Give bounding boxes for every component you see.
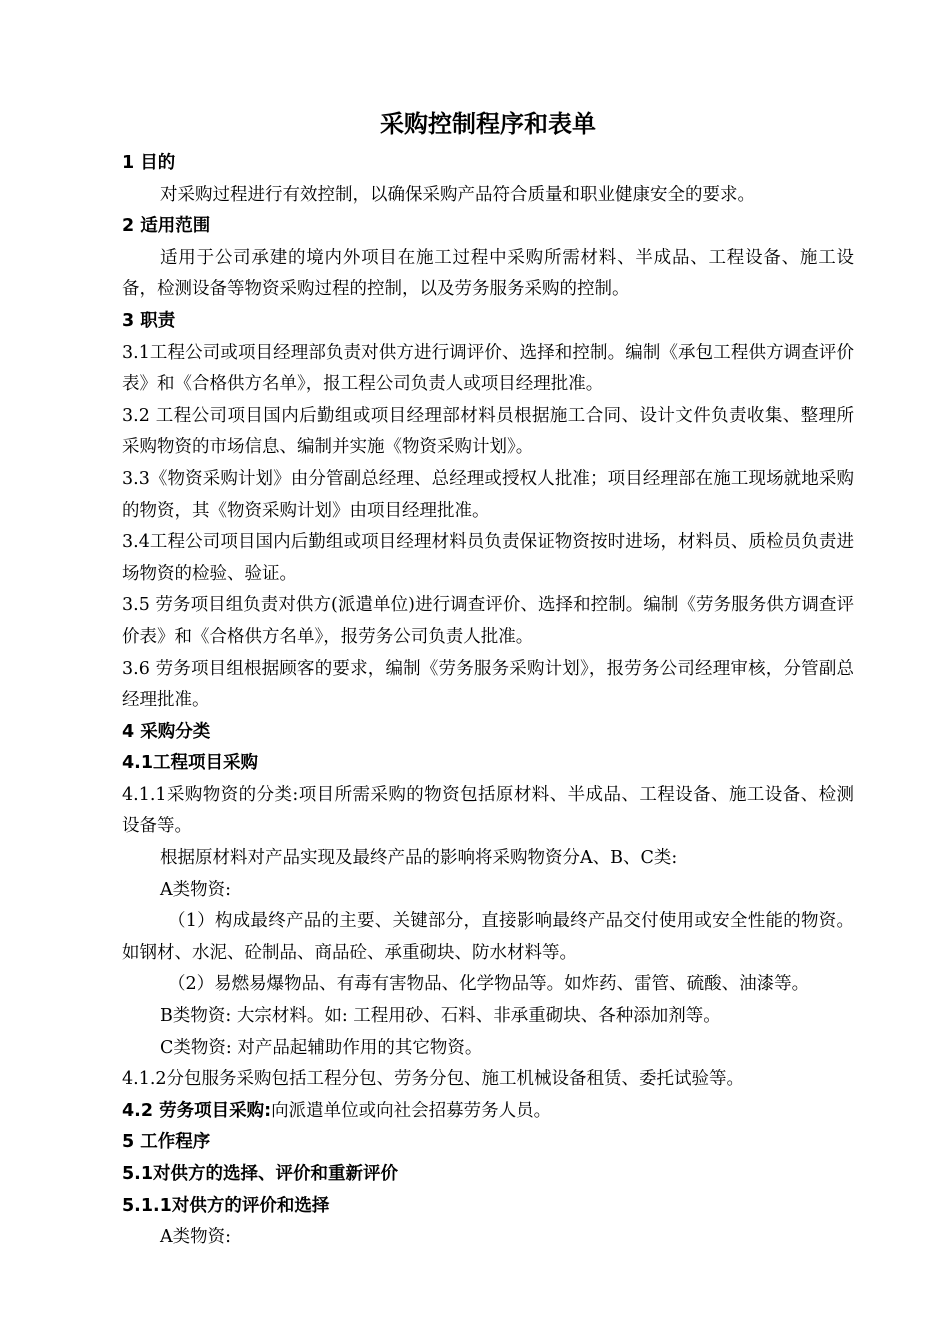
- subsection-heading: 5.1对供方的选择、评价和重新评价: [122, 1164, 398, 1184]
- section-heading: 5 工作程序: [122, 1132, 211, 1153]
- category-label: A类物资:: [160, 1227, 232, 1248]
- section-heading: 3 职责: [122, 310, 176, 331]
- section-heading: 2 适用范围: [122, 216, 211, 237]
- paragraph-mixed: [122, 1096, 854, 1128]
- paragraph: 3.4工程公司项目国内后勤组或项目经理材料员负责保证物资按时进场，材料员、质检员负责进场物资的检验、验证。: [122, 532, 854, 584]
- paragraph: 3.3《物资采购计划》由分管副总经理、总经理或授权人批准；项目经理部在施工现场就地采购的物资，其《物资采购计划》由项目经理批准。: [122, 468, 854, 521]
- paragraph: 3.5 劳务项目组负责对供方(派遣单位)进行调查评价、选择和控制。编制《劳务服务供方调查评价表》和《合格供方名单》，报劳务公司负责人批准。: [122, 595, 854, 647]
- category-label: A类物资:: [160, 879, 232, 900]
- paragraph: 适用于公司承建的境内外项目在施工过程中采购所需材料、半成品、工程设备、施工设备，检测设备等物资采购过程的控制，以及劳务服务采购的控制。: [122, 247, 854, 300]
- paragraph: 根据原材料对产品实现及最终产品的影响将采购物资分A、B、C类:: [160, 848, 678, 869]
- subsection-heading: 5.1.1对供方的评价和选择: [122, 1195, 330, 1216]
- paragraph-rest: 向派遣单位或向社会招募劳务人员。: [271, 1100, 552, 1121]
- list-item: （1）构成最终产品的主要、关键部分，直接影响最终产品交付使用或安全性能的物资。如钢材、水泥、砼制品、商品砼、承重砌块、防水材料等。: [122, 911, 854, 963]
- list-item: （2）易燃易爆物品、有毒有害物品、化学物品等。如炸药、雷管、硫酸、油漆等。: [168, 974, 810, 995]
- section-heading: 4 采购分类: [122, 721, 211, 742]
- paragraph: 3.6 劳务项目组根据顾客的要求，编制《劳务服务采购计划》，报劳务公司经理审核，分管副总经理批准。: [122, 658, 854, 711]
- paragraph: 对采购过程进行有效控制，以确保采购产品符合质量和职业健康安全的要求。: [160, 184, 755, 205]
- paragraph-bold-prefix: 4.2 劳务项目采购:: [122, 1100, 272, 1121]
- subsection-heading: 4.1工程项目采购: [122, 753, 259, 774]
- document-title: 采购控制程序和表单: [380, 110, 596, 138]
- category-label: B类物资: 大宗材料。如: 工程用砂、石料、非承重砌块、各种添加剂等。: [160, 1006, 721, 1027]
- category-label: C类物资: 对产品起辅助作用的其它物资。: [160, 1037, 483, 1058]
- paragraph: 4.1.1采购物资的分类:项目所需采购的物资包括原材料、半成品、工程设备、施工设备、检测设备等。: [122, 784, 854, 837]
- section-heading: 1 目的: [122, 153, 176, 173]
- paragraph: 4.1.2分包服务采购包括工程分包、劳务分包、施工机械设备租赁、委托试验等。: [122, 1069, 745, 1090]
- paragraph: 3.1工程公司或项目经理部负责对供方进行调评价、选择和控制。编制《承包工程供方调查评价表》和《合格供方名单》，报工程公司负责人或项目经理批准。: [122, 342, 854, 395]
- paragraph: 3.2 工程公司项目国内后勤组或项目经理部材料员根据施工合同、设计文件负责收集、整理所采购物资的市场信息、编制并实施《物资采购计划》。: [122, 405, 854, 458]
